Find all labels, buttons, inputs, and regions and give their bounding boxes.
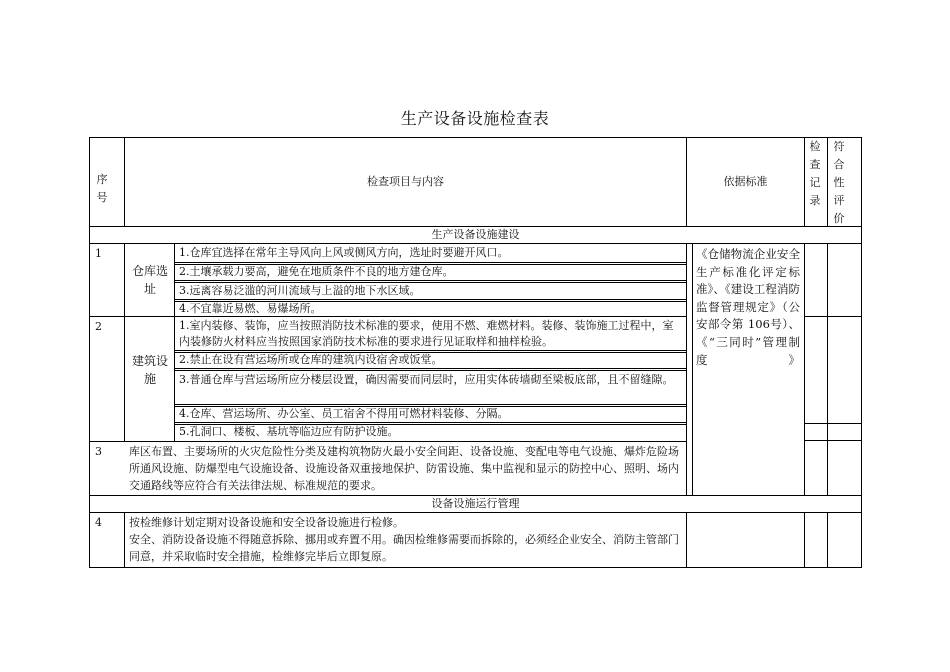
check-item: 2.禁止在设有营运场所或仓库的建筑内设宿舍或饭堂。 (179, 353, 443, 366)
check-item: 1.仓库宜选择在常年主导风向上风或侧风方向，选址时要避开风口。 (179, 246, 509, 259)
row-number: 2 (95, 320, 102, 333)
row-number: 3 (95, 445, 102, 458)
header-seq: 序号 (96, 173, 108, 204)
check-item: 安全、消防设备设施不得随意拆除、挪用或弃置不用。确因检维修需要而拆除的，必须经企业安全、消防主管部门同意，并采取临时安全措施，检维修完毕后立即复原。 (129, 533, 679, 563)
section-heading-operation: 设备设施运行管理 (431, 497, 520, 510)
check-item: 5.孔洞口、楼板、基坑等临边应有防护设施。 (179, 425, 399, 438)
header-record: 检查记录 (809, 140, 821, 207)
check-item: 3.远离容易泛滥的河川流域与上溢的地下水区域。 (179, 284, 421, 297)
header-content: 检查项目与内容 (367, 175, 444, 188)
header-evaluation: 符合性评价 (833, 140, 845, 225)
check-item: 4.仓库、营运场所、办公室、员工宿舍不得用可燃材料装修、分隔。 (179, 407, 509, 420)
check-item: 1.室内装修、装饰，应当按照消防技术标准的要求，使用不燃、难燃材料。装修、装饰施工过程中，室内装修防火材料应当按照国家消防技术标准的要求进行见证取样和抽样检验。 (179, 319, 674, 348)
check-item: 按检维修计划定期对设备设施和安全设备设施进行检修。 (129, 516, 404, 529)
row-number: 4 (95, 516, 102, 529)
check-item: 2.土壤承载力要高，避免在地质条件不良的地方建仓库。 (179, 265, 454, 278)
category-building-facilities: 建筑设施 (131, 354, 168, 386)
page-title: 生产设备设施检查表 (400, 109, 550, 128)
header-standard: 依据标准 (723, 175, 768, 188)
category-site-selection: 仓库选址 (131, 264, 168, 296)
check-item: 3.普通仓库与营运场所应分楼层设置，确因需要而同层时，应用实体砖墙砌至梁板底部，且不留缝隙。 (179, 373, 674, 386)
standard-reference: 《仓储物流企业安全生产标准化评定标准》、《建设工程消防监督管理规定》（公安部令第 106号）、《“三同时”管理制度》 (696, 247, 800, 367)
check-item: 库区布置、主要场所的火灾危险性分类及建构筑物防火最小安全间距、设备设施、变配电等电气设施、爆炸危险场所通风设施、防爆型电气设施设备、设施设备双重接地保护、防雷设施、集中监视和显示的防控中心、照明、场内交通路线等应符合有关法律法规、标准规范的要求。 (129, 445, 679, 492)
check-item: 4.不宜靠近易燃、易爆场所。 (179, 302, 322, 315)
row-number: 1 (95, 247, 102, 260)
section-heading-construction: 生产设备设施建设 (431, 228, 520, 241)
